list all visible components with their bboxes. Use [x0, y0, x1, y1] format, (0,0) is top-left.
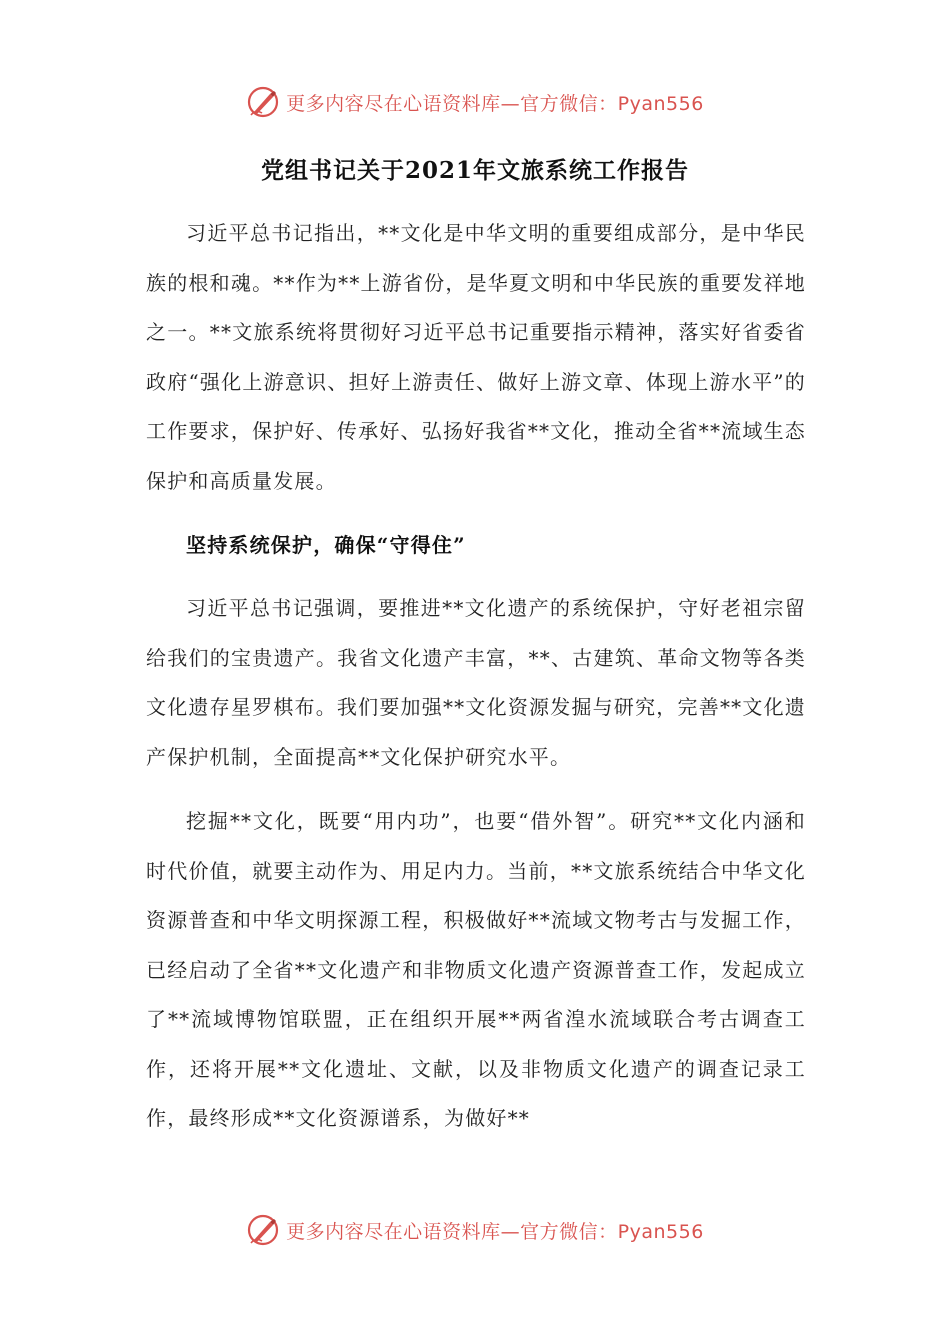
header-banner	[0, 80, 950, 124]
banner-text: 更多内容尽在心语资料库—官方微信：Pyan556	[286, 1220, 704, 1243]
pen-logo-icon	[246, 85, 280, 119]
banner-text: 更多内容尽在心语资料库—官方微信：Pyan556	[286, 92, 704, 115]
pen-logo-icon	[246, 1213, 280, 1247]
paragraph: 挖掘**文化，既要“用内功”，也要“借外智”。研究**文化内涵和时代价值，就要主动作为、用足内力。当前，**文旅系统结合中华文化资源普查和中华文明探源工程，积极做好**流域文物考古与发掘工作，已经启动了全省**文化遗产和非物质文化遗产资源普查工作，发起成立了**流域博物馆联盟，正在组织开展**两省湟水流域联合考古调查工作，还将开展**文化遗址、文献，以及非物质文化遗产的调查记录工作，最终形成**文化资源谱系，为做好**	[146, 809, 806, 1130]
footer-banner	[0, 1208, 950, 1252]
document-title: 党组书记关于2021年文旅系统工作报告	[260, 157, 689, 184]
paragraph: 习近平总书记指出，**文化是中华文明的重要组成部分，是中华民族的根和魂。**作为**上游省份，是华夏文明和中华民族的重要发祥地之一。**文旅系统将贯彻好习近平总书记重要指示精神，落实好省委省政府“强化上游意识、担好上游责任、做好上游文章、体现上游水平”的工作要求，保护好、传承好、弘扬好我省**文化，推动全省**流域生态保护和高质量发展。	[146, 221, 806, 493]
paragraph: 习近平总书记强调，要推进**文化遗产的系统保护，守好老祖宗留给我们的宝贵遗产。我省文化遗产丰富，**、古建筑、革命文物等各类文化遗存星罗棋布。我们要加强**文化资源发掘与研究，完善**文化遗产保护机制，全面提高**文化保护研究水平。	[146, 596, 806, 769]
section-heading: 坚持系统保护，确保“守得住”	[186, 533, 466, 557]
